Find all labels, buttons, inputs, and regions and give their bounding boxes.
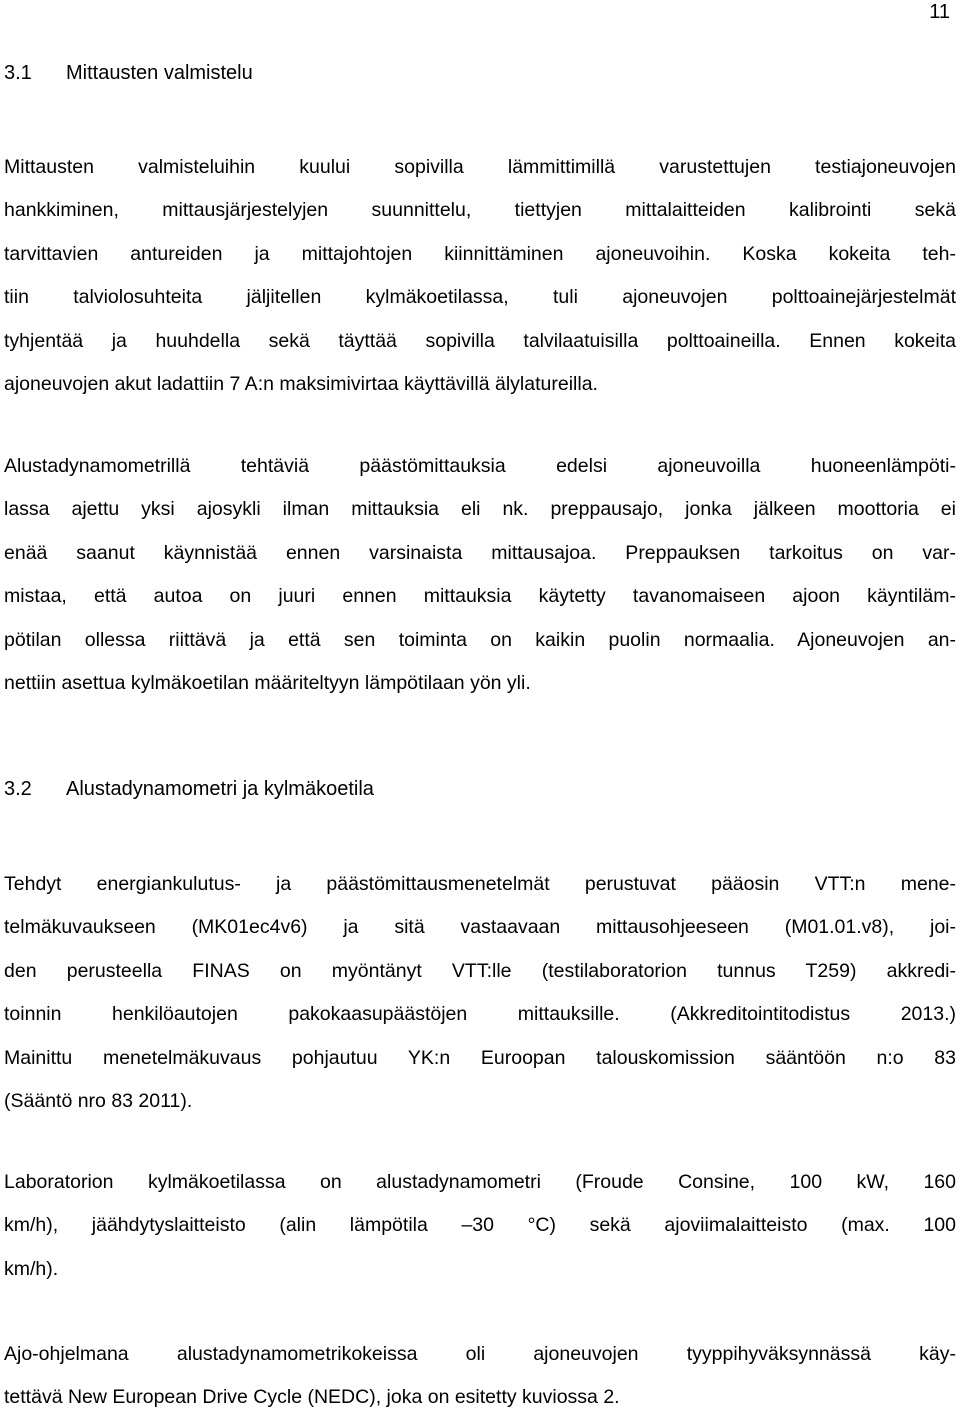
text-line: toinnin henkilöautojen pakokaasupäästöjen mittauksille. (Akkreditointitodistus 2013.) (4, 1003, 956, 1026)
paragraph-4 (4, 1161, 956, 1291)
section-heading-3-1 (4, 61, 253, 85)
text-line: den perusteella FINAS on myöntänyt VTT:lle (testilaboratorion tunnus T259) akkredi- (4, 959, 956, 982)
text-line: lassa ajettu yksi ajosykli ilman mittauksia eli nk. preppausajo, jonka jälkeen moottoria ei (4, 498, 956, 521)
text-line: telmäkuvaukseen (MK01ec4v6) ja sitä vastaavaan mittausohjeeseen (M01.01.v8), joi- (4, 916, 956, 939)
text-line: pötilan ollessa riittävä ja että sen toiminta on kaikin puolin normaalia. Ajoneuvojen an- (4, 628, 956, 651)
page-number: 11 (929, 1, 950, 23)
section-title: Mittausten valmistelu (66, 62, 253, 84)
text-line: km/h). (4, 1257, 59, 1280)
text-line: Tehdyt energiankulutus- ja päästömittausmenetelmät perustuvat pääosin VTT:n mene- (4, 873, 956, 895)
section-heading-3-2 (4, 777, 374, 801)
section-title: Alustadynamometri ja kylmäkoetila (66, 778, 374, 800)
text-line: tiin talviolosuhteita jäljitellen kylmäkoetilassa, tuli ajoneuvojen polttoainejärjestelmät (4, 286, 956, 309)
text-line: enää saanut käynnistää ennen varsinaista mittausajoa. Preppauksen tarkoitus on var- (4, 541, 956, 564)
text-line: tyhjentää ja huuhdella sekä täyttää sopivilla talvilaatuisilla polttoaineilla. Ennen kokeita (4, 329, 956, 352)
paragraph-1 (4, 146, 956, 406)
section-number: 3.2 (4, 778, 32, 800)
text-line: mistaa, että autoa on juuri ennen mittauksia käytetty tavanomaiseen ajoon käyntiläm- (4, 585, 956, 608)
text-line: (Sääntö nro 83 2011). (4, 1090, 193, 1113)
paragraph-5 (4, 1333, 956, 1420)
text-line: Laboratorion kylmäkoetilassa on alustadynamometri (Froude Consine, 100 kW, 160 (4, 1171, 956, 1193)
text-line: km/h), jäähdytyslaitteisto (alin lämpötila –30 °C) sekä ajoviimalaitteisto (max. 100 (4, 1214, 956, 1237)
paragraph-3 (4, 863, 956, 1123)
text-line: Alustadynamometrillä tehtäviä päästömittauksia edelsi ajoneuvoilla huoneenlämpöti- (4, 455, 956, 477)
text-line: tarvittavien antureiden ja mittajohtojen kiinnittäminen ajoneuvoihin. Koska kokeita teh- (4, 242, 956, 265)
text-line: Mittausten valmisteluihin kuului sopivilla lämmittimillä varustettujen testiajoneuvojen (4, 156, 956, 178)
text-line: nettiin asettua kylmäkoetilan määriteltyyn lämpötilaan yön yli. (4, 672, 531, 695)
text-line: Ajo-ohjelmana alustadynamometrikokeissa oli ajoneuvojen tyyppihyväksynnässä käy- (4, 1343, 956, 1365)
text-line: ajoneuvojen akut ladattiin 7 A:n maksimivirtaa käyttävillä älylatureilla. (4, 373, 598, 396)
paragraph-2 (4, 445, 956, 705)
text-line: Mainittu menetelmäkuvaus pohjautuu YK:n Euroopan talouskomission sääntöön n:o 83 (4, 1046, 956, 1069)
text-line: hankkiminen, mittausjärjestelyjen suunnittelu, tiettyjen mittalaitteiden kalibrointi sekä (4, 199, 956, 222)
section-number: 3.1 (4, 62, 32, 84)
text-line: tettävä New European Drive Cycle (NEDC), joka on esitetty kuviossa 2. (4, 1386, 620, 1409)
